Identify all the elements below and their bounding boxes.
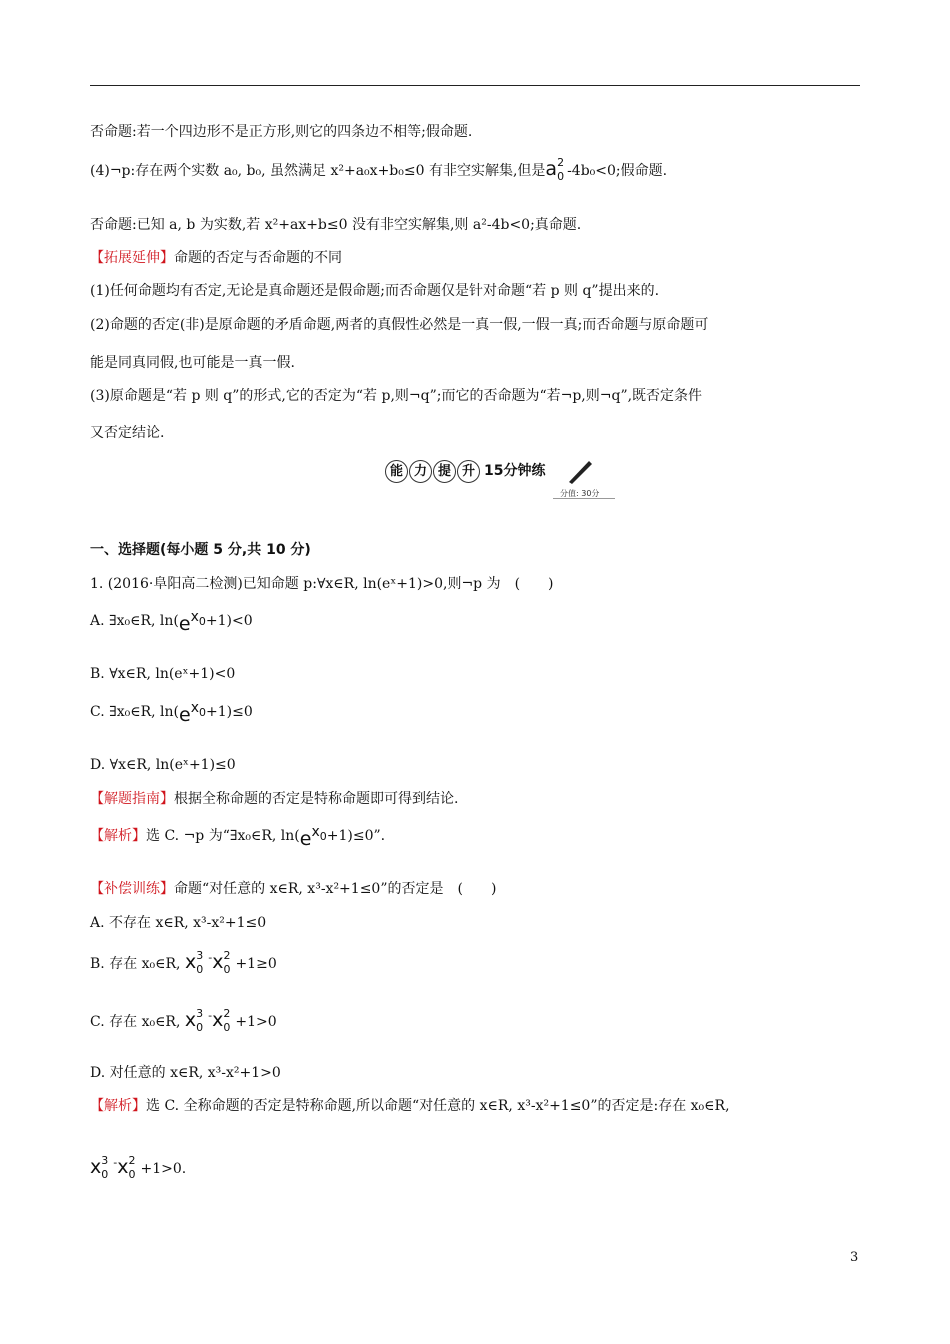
banner-chip: 力: [409, 460, 432, 483]
math-sup: 3: [196, 1007, 204, 1020]
math-a: a: [545, 158, 558, 180]
math-sub: 0: [223, 963, 231, 976]
analysis-continuation: [90, 1153, 186, 1179]
math-sub: 0: [557, 170, 565, 183]
math-x: x: [184, 951, 197, 973]
text-segment: C. ∃x₀∈R, ln(: [90, 704, 179, 720]
solution-guide: [90, 789, 458, 809]
text-segment: C. 存在 x₀∈R,: [90, 1014, 181, 1030]
option-c: [90, 698, 253, 725]
math-x: x: [311, 824, 320, 840]
banner-underline: [553, 498, 615, 499]
text-line: (1)任何命题均有否定,无论是真命题还是假命题;而否命题仅是针对命题“若 p 则 q”提出来的.: [90, 283, 660, 299]
text-segment: 命题“对任意的 x∈R, x³-x²+1≤0”的否定是 ( ): [174, 881, 497, 897]
math-sub: 0: [128, 1168, 136, 1181]
banner-text: 15分钟练: [484, 463, 546, 479]
header-rule: [90, 85, 860, 86]
math-sup: 2: [128, 1154, 136, 1167]
text-segment: +1)≤0”.: [326, 828, 386, 844]
text-segment: 命题的否定与否命题的不同: [174, 250, 342, 266]
text-line: (3)原命题是“若 p 则 q”的形式,它的否定为“若 p,则¬q”;而它的否命题为“若¬p,则¬q”,既否定条件: [90, 388, 703, 404]
text-segment: 根据全称命题的否定是特称命题即可得到结论.: [174, 791, 459, 807]
ability-banner: [385, 458, 620, 502]
math-sup: 2: [557, 156, 565, 169]
text-segment: +1>0.: [140, 1161, 187, 1177]
text-line: 能是同真同假,也可能是一真一假.: [90, 355, 295, 371]
math-supsub: [223, 949, 235, 976]
math-x: x: [212, 1009, 224, 1031]
math-e: e: [299, 828, 312, 850]
compensation-line: [90, 879, 496, 899]
guide-tag: 【解题指南】: [90, 791, 174, 807]
banner-chip: 提: [433, 460, 456, 483]
math-minus: -: [208, 951, 213, 964]
math-sup: 2: [223, 949, 231, 962]
analysis-line: [90, 822, 385, 849]
math-sub: 0: [196, 963, 204, 976]
text-line: 又否定结论.: [90, 425, 165, 441]
text-segment: (4)¬p:存在两个实数 a₀, b₀, 虽然满足 x²+a₀x+b₀≤0 有非空实解集,但是: [90, 163, 546, 179]
math-sup: 2: [223, 1007, 231, 1020]
math-sub: 0: [319, 830, 327, 843]
analysis-line: [90, 1096, 730, 1116]
math-supsub: [101, 1154, 113, 1181]
math-sub: 0: [101, 1168, 109, 1181]
compensation-tag: 【补偿训练】: [90, 881, 174, 897]
analysis-tag: 【解析】: [90, 828, 146, 844]
math-sup: 3: [101, 1154, 109, 1167]
question-stem: 1. (2016·阜阳高二检测)已知命题 p:∀x∈R, ln(eˣ+1)>0,则¬p 为 ( ): [90, 576, 554, 592]
math-supsub: [128, 1154, 140, 1181]
math-sub: 0: [196, 1021, 204, 1034]
text-segment: A. ∃x₀∈R, ln(: [90, 613, 179, 629]
option-c: [90, 1006, 277, 1032]
option-b: B. ∀x∈R, ln(eˣ+1)<0: [90, 666, 236, 682]
text-segment: +1>0: [235, 1014, 277, 1030]
math-supsub: [223, 1007, 235, 1034]
math-x: x: [190, 700, 199, 716]
option-d: D. ∀x∈R, ln(eˣ+1)≤0: [90, 757, 236, 773]
math-sup: 3: [196, 949, 204, 962]
banner-score: 分值: 30分: [560, 489, 600, 498]
math-supsub: [196, 1007, 208, 1034]
math-supsub: [557, 156, 567, 183]
math-minus: -: [113, 1156, 118, 1169]
math-x: x: [212, 951, 224, 973]
math-e: e: [178, 704, 191, 726]
page-number: 3: [850, 1250, 859, 1265]
option-a: [90, 607, 253, 634]
extension-tag: 【拓展延伸】: [90, 250, 174, 266]
text-line: 否命题:已知 a, b 为实数,若 x²+ax+b≤0 没有非空实解集,则 a²-4b<0;真命题.: [90, 217, 582, 233]
text-segment: +1)<0: [205, 613, 253, 629]
section-heading: 一、选择题(每小题 5 分,共 10 分): [90, 542, 311, 558]
banner-chip: 能: [385, 460, 408, 483]
pen-slash-icon: [565, 458, 595, 486]
option-b: [90, 948, 277, 974]
text-line: (2)命题的否定(非)是原命题的矛盾命题,两者的真假性必然是一真一假,一假一真;而否命题与原命题可: [90, 317, 709, 333]
text-line: [90, 248, 342, 268]
math-e: e: [178, 613, 191, 635]
math-supsub: [196, 949, 208, 976]
option-a: A. 不存在 x∈R, x³-x²+1≤0: [90, 915, 267, 931]
text-segment: 选 C. ¬p 为“∃x₀∈R, ln(: [146, 828, 300, 844]
text-segment: -4b₀<0;假命题.: [567, 163, 668, 179]
text-segment: B. 存在 x₀∈R,: [90, 956, 181, 972]
text-line: 否命题:若一个四边形不是正方形,则它的四条边不相等;假命题.: [90, 124, 473, 140]
math-minus: -: [208, 1009, 213, 1022]
math-x: x: [190, 609, 199, 625]
math-sub: 0: [198, 615, 206, 628]
math-sub: 0: [223, 1021, 231, 1034]
math-x: x: [117, 1156, 129, 1178]
math-sub: 0: [198, 706, 206, 719]
math-x: x: [184, 1009, 197, 1031]
text-segment: 选 C. 全称命题的否定是特称命题,所以命题“对任意的 x∈R, x³-x²+1≤0”的否定是:存在 x₀∈R,: [146, 1098, 730, 1114]
analysis-tag: 【解析】: [90, 1098, 146, 1114]
text-segment: +1)≤0: [205, 704, 253, 720]
option-d: D. 对任意的 x∈R, x³-x²+1>0: [90, 1065, 281, 1081]
text-segment: +1≥0: [235, 956, 277, 972]
math-x: x: [90, 1156, 102, 1178]
banner-chip: 升: [457, 460, 480, 483]
text-line: [90, 156, 668, 183]
